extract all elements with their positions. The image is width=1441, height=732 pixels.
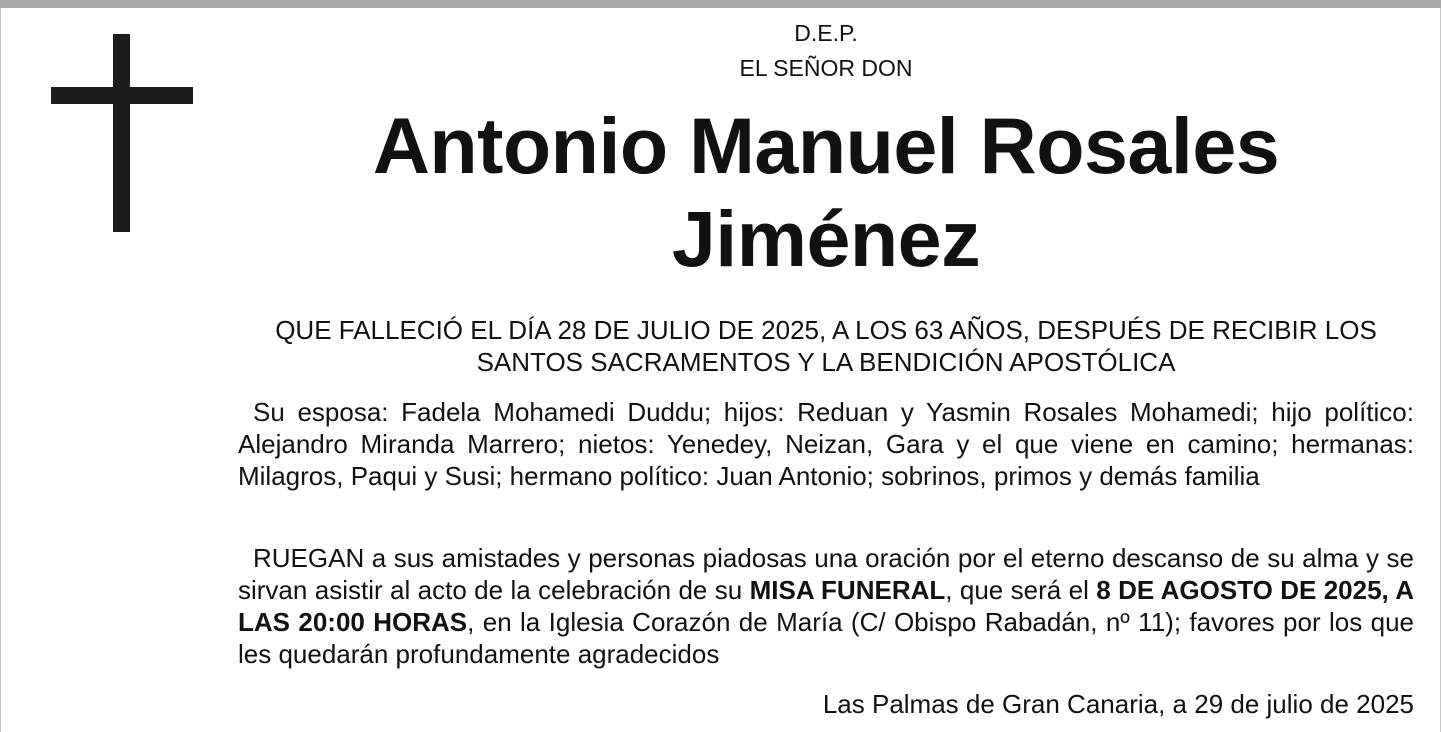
cross-vertical-bar <box>113 34 130 232</box>
request-text-part3: , en la Iglesia Corazón de María (C/ Obispo Rabadán, nº 11); favores por los que les quedarán profundamente agradecidos <box>238 607 1414 669</box>
family-paragraph: Su esposa: Fadela Mohamedi Duddu; hijos: Reduan y Yasmin Rosales Mohamedi; hijo político: Alejandro Miranda Marrero; nietos: Yenedey, Neizan, Gara y el que viene en camino; hermanas: Milagros, Paqui y Susi; hermano político: Juan Antonio; sobrinos, primos y demás familia <box>238 397 1414 491</box>
deceased-name: Antonio Manuel Rosales Jiménez <box>372 101 1280 283</box>
funeral-mass-label: MISA FUNERAL <box>749 575 946 605</box>
latin-cross-icon <box>51 34 193 232</box>
left-border <box>0 8 1 732</box>
request-text-part2: , que será el <box>945 575 1097 605</box>
cross-horizontal-bar <box>51 87 193 104</box>
top-border <box>0 0 1441 8</box>
request-text-part1: RUEGAN a sus amistades y personas piadosas una oración por el eterno descanso de su alma y se sirvan asistir al acto de la celebración de su <box>238 543 1414 605</box>
death-notice: QUE FALLECIÓ EL DÍA 28 DE JULIO DE 2025, A LOS 63 AÑOS, DESPUÉS DE RECIBIR LOS SANTOS SACRAMENTOS Y LA BENDICIÓN APOSTÓLICA <box>275 315 1377 377</box>
honorific-heading: EL SEÑOR DON <box>739 55 913 81</box>
request-paragraph <box>238 542 1414 670</box>
closing-place-date: Las Palmas de Gran Canaria, a 29 de julio de 2025 <box>822 689 1414 719</box>
dep-heading: D.E.P. <box>794 20 858 46</box>
funeral-datetime: 8 DE AGOSTO DE 2025, A LAS 20:00 HORAS <box>238 575 1414 637</box>
